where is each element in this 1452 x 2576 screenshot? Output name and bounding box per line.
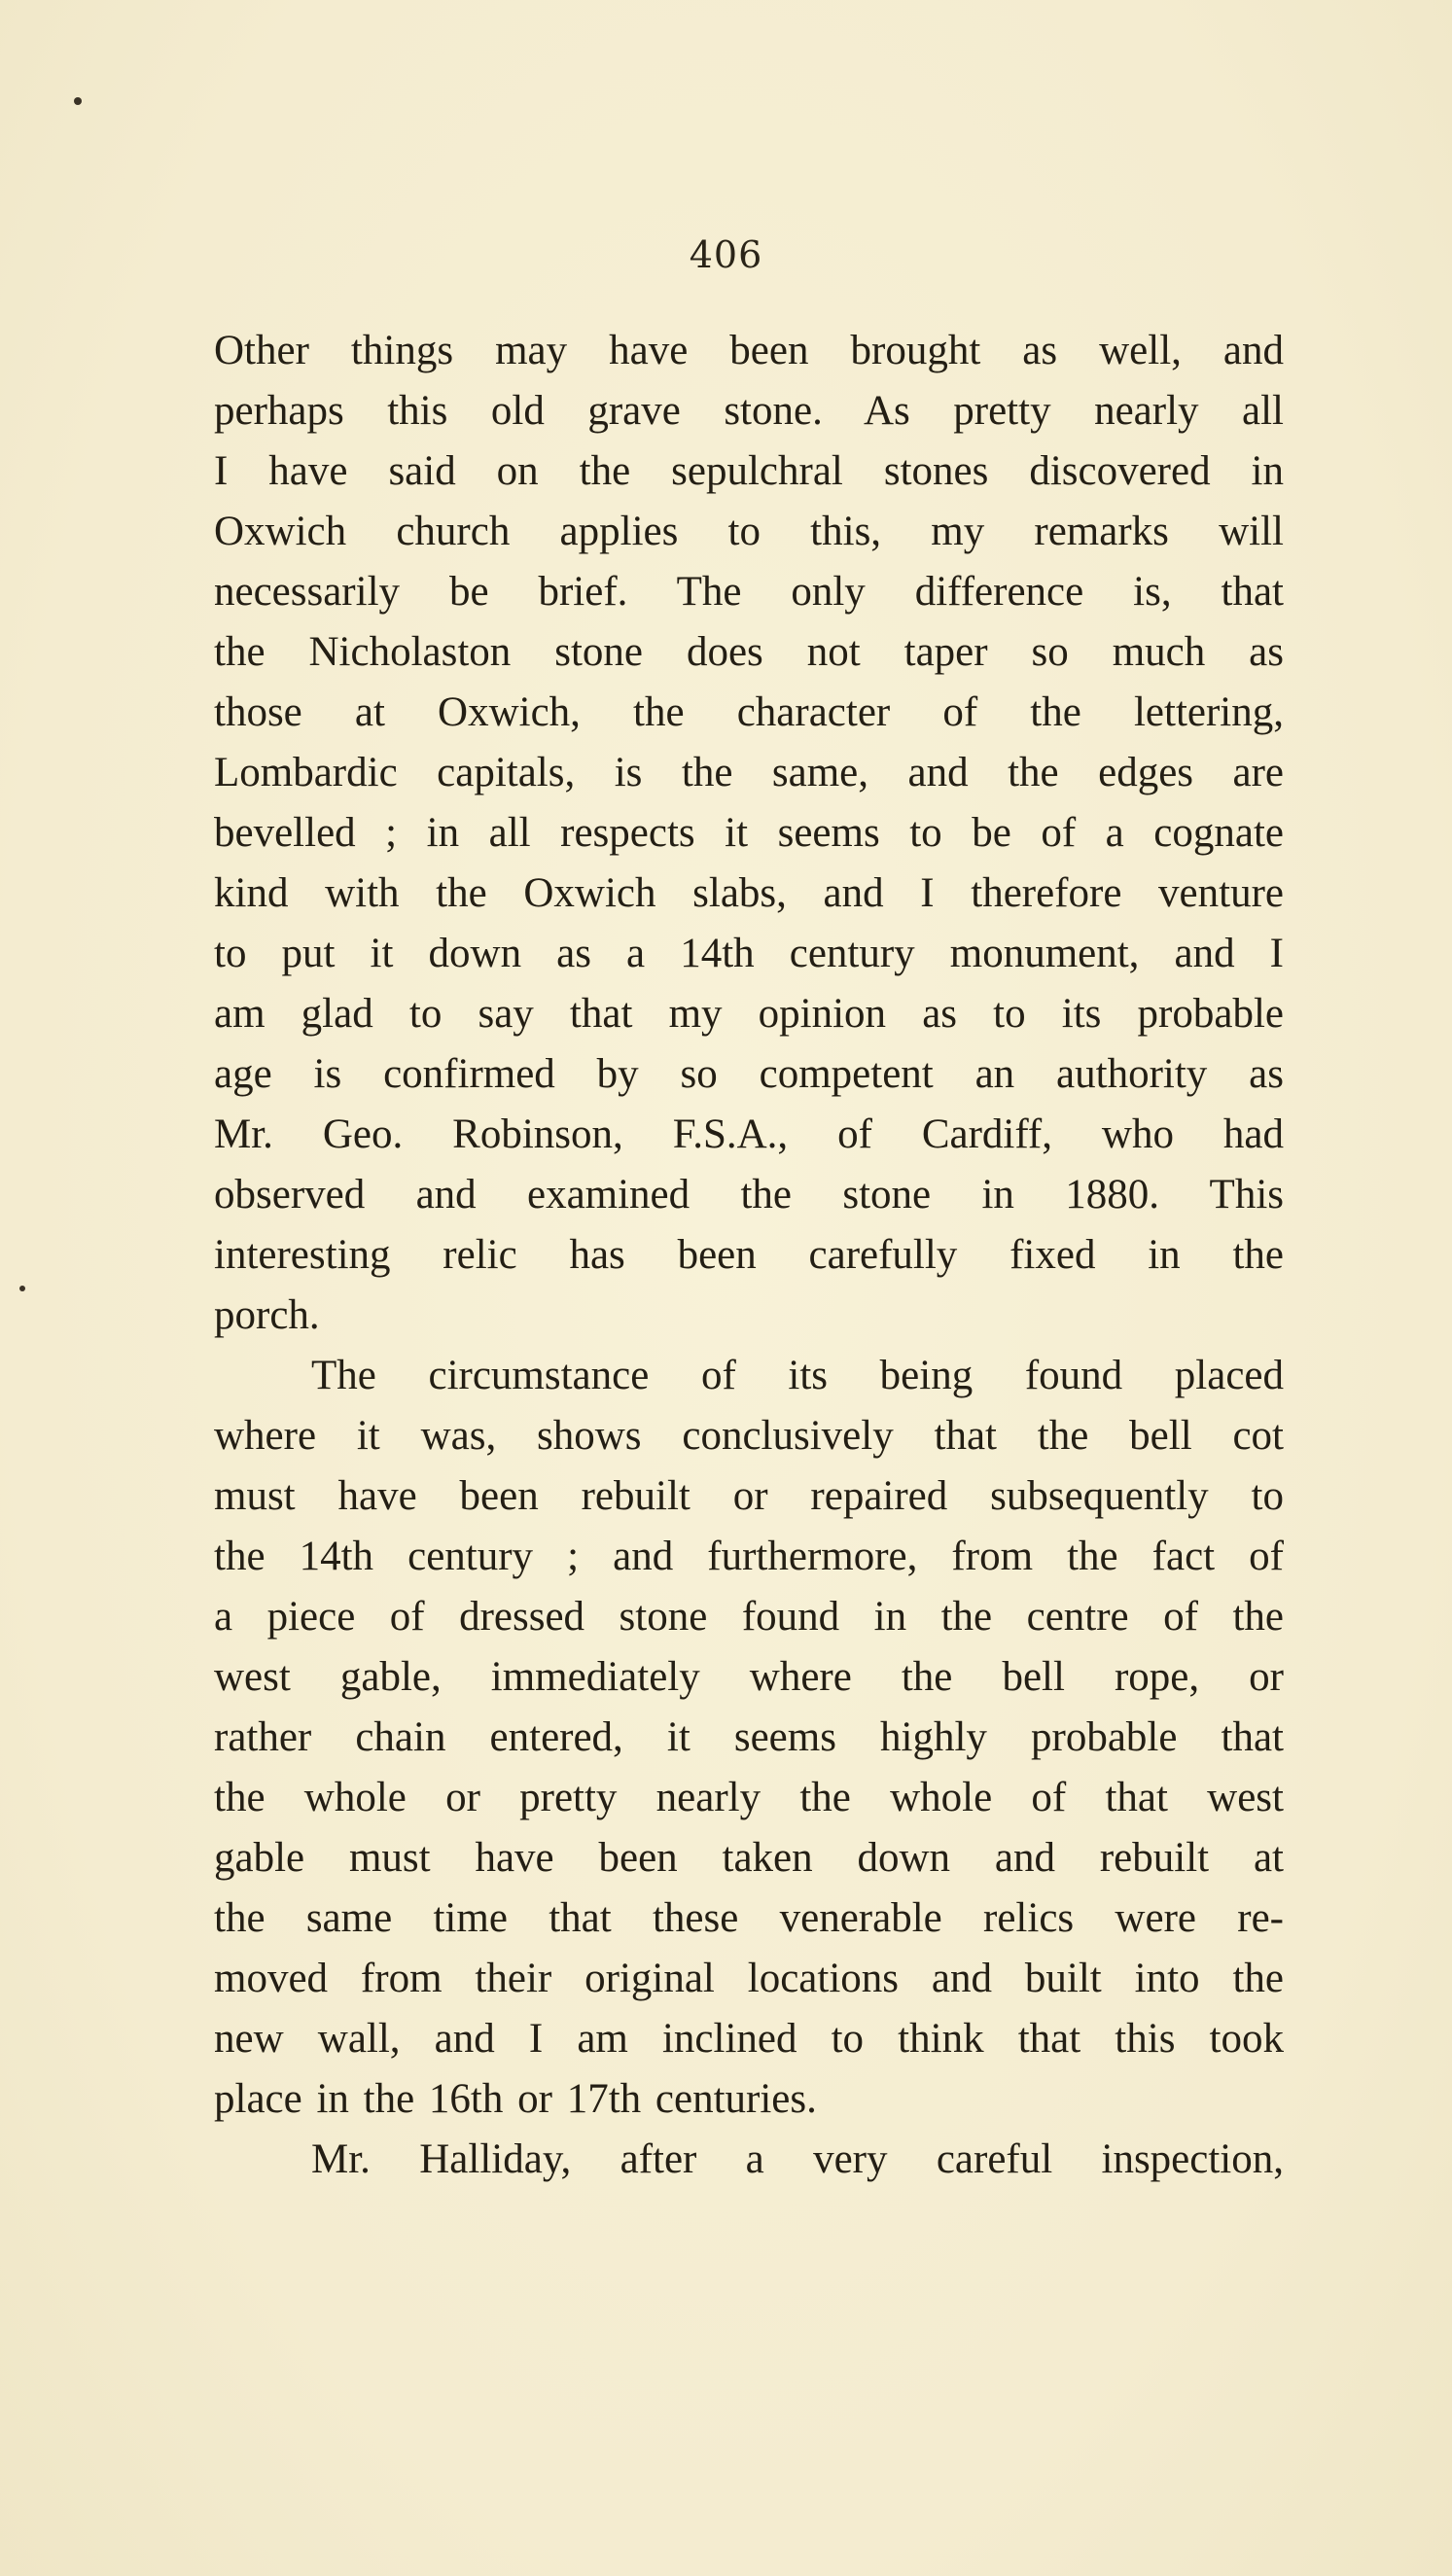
text-line: where it was, shows conclusively that the bell cot bbox=[214, 1413, 1284, 1459]
text-line: observed and examined the stone in 1880. This bbox=[214, 1172, 1284, 1217]
text-line: kind with the Oxwich slabs, and I therefore venture bbox=[214, 870, 1284, 916]
text-line: moved from their original locations and built into the bbox=[214, 1956, 1284, 2001]
text-line: Other things may have been brought as well, and bbox=[214, 328, 1284, 373]
text-line: necessarily be brief. The only difference is, that bbox=[214, 569, 1284, 615]
text-line: perhaps this old grave stone. As pretty nearly all bbox=[214, 388, 1284, 434]
text-line: gable must have been taken down and rebuilt at bbox=[214, 1835, 1284, 1881]
text-line: new wall, and I am inclined to think that this took bbox=[214, 2016, 1284, 2062]
text-line: porch. bbox=[214, 1292, 320, 1338]
text-line: interesting relic has been carefully fixed in the bbox=[214, 1232, 1284, 1278]
body-text bbox=[214, 321, 1284, 2190]
text-line: those at Oxwich, the character of the lettering, bbox=[214, 689, 1284, 735]
page-number: 406 bbox=[689, 233, 763, 276]
text-line: the Nicholaston stone does not taper so much as bbox=[214, 629, 1284, 675]
text-line: the 14th century ; and furthermore, from the fact of bbox=[214, 1534, 1284, 1579]
text-line: Lombardic capitals, is the same, and the edges are bbox=[214, 750, 1284, 795]
text-line: Oxwich church applies to this, my remarks will bbox=[214, 509, 1284, 554]
text-line: must have been rebuilt or repaired subsequently to bbox=[214, 1473, 1284, 1519]
text-line: the same time that these venerable relics were re- bbox=[214, 1895, 1284, 1941]
text-line: Mr. Geo. Robinson, F.S.A., of Cardiff, who had bbox=[214, 1112, 1284, 1157]
text-line: I have said on the sepulchral stones discovered in bbox=[214, 448, 1284, 494]
text-line: age is confirmed by so competent an authority as bbox=[214, 1051, 1284, 1097]
text-line: The circumstance of its being found placed bbox=[311, 1353, 1284, 1398]
text-line: rather chain entered, it seems highly probable that bbox=[214, 1714, 1284, 1760]
text-line: Mr. Halliday, after a very careful inspection, bbox=[311, 2136, 1284, 2182]
text-line: a piece of dressed stone found in the centre of the bbox=[214, 1594, 1284, 1640]
ink-speck bbox=[19, 1286, 25, 1291]
text-line: place in the 16th or 17th centuries. bbox=[214, 2076, 817, 2122]
ink-speck bbox=[74, 97, 82, 105]
text-line: west gable, immediately where the bell rope, or bbox=[214, 1654, 1284, 1700]
text-line: to put it down as a 14th century monument, and I bbox=[214, 931, 1284, 976]
text-line: bevelled ; in all respects it seems to be of a cognate bbox=[214, 810, 1284, 856]
text-line: am glad to say that my opinion as to its probable bbox=[214, 991, 1284, 1037]
text-line: the whole or pretty nearly the whole of that west bbox=[214, 1775, 1284, 1820]
